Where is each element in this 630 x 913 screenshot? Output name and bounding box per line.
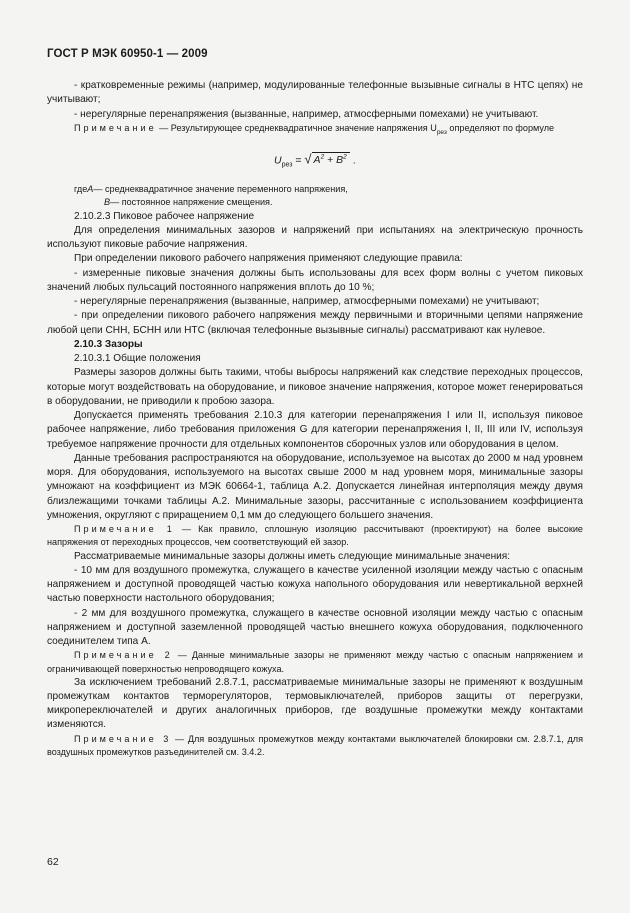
paragraph: Рассматриваемые минимальные зазоры должны иметь следующие минимальные значения: [74,550,511,562]
note-label: Примечание [74,122,157,133]
sqrt-symbol: √ [304,151,312,167]
page-number: 62 [47,856,59,868]
legend-row-a: где A — среднеквадратичное значение переменного напряжения, [74,184,348,195]
formula: $U_{рез}$ = √ $A^2 + B^2$ . [274,151,356,169]
subsection-heading: 2.10.3.1 Общие положения [74,353,201,365]
paragraph: - 2 мм для воздушного промежутка, служащего в качестве основной изоляции между частью с опасным напряжением и доступной заземленной проводящей частью внешнего кожуха оборудования, подключенного соединителем типа А. [47,607,583,648]
note-1: Примечание 1 — Как правило, сплошную изоляцию рассчитывают (проектируют) на более высокие напряжения от переходных процессов, чем соответствующий ей зазор. [47,524,583,548]
page-content [47,79,583,759]
paragraph: - нерегулярные перенапряжения (вызванные, например, атмосферными помехами) не учитывают; [74,296,540,308]
note-0: Примечание — Результирующее среднеквадратичное значение напряжения $U_{рез}$ определяют по формуле [74,122,555,136]
note-label: Примечание 3 [74,733,172,744]
section-heading: 2.10.2.3 Пиковое рабочее напряжение [74,210,255,222]
paragraph: - при определении пикового рабочего напряжения между первичными и вторичными цепями напряжение любой цепи СНН, БСНН или НТС (включая телефонные вызывные сигналы) рассматривают как нулевое. [47,310,583,336]
formula-legend [74,183,583,209]
paragraph: - кратковременные режимы (например, модулированные телефонные вызывные сигналы в НТС цепях) не учитывают; [47,80,583,106]
note-label: Примечание 1 [74,524,175,535]
paragraph: - измеренные пиковые значения должны быть использованы для всех форм волны с учетом пиковых значений любых пульсаций постоянного напряжения вплоть до 10 %; [47,267,583,293]
paragraph: При определении пикового рабочего напряжения применяют следующие правила: [74,253,463,265]
note-label: Примечание 2 [74,650,173,661]
radicand: $A^2 + B^2$ [312,152,350,166]
paragraph: Для определения минимальных зазоров и напряжений при испытаниях на электрическую прочность используют пиковые рабочие напряжения. [47,224,583,251]
paragraph: За исключением требований 2.8.7.1, рассматриваемые минимальные зазоры не применяют к воздушным промежуткам контактов терморегуляторов, термовыключателей, приборов защиты от перегрузки, микропереключателей и других аналогичных приборов, где воздушные промежутки между контактами изменяются. [47,676,583,731]
paragraph: Допускается применять требования 2.10.3 для категории перенапряжения I или II, используя пиковое рабочее напряжение, либо требования приложения G для категории перенапряжения I, II, III или IV, используя требуемое напряжение прочности для отдельных компонентов сборочных узлов или оборудования в целом. [47,410,583,450]
paragraph: - 10 мм для воздушного промежутка, служащего в качестве усиленной изоляции между частью с опасным напряжением и доступной проводящей частью кожуха напольного оборудования или невертикальной верхней частью поверхности настольного оборудования; [47,564,583,605]
section-heading: 2.10.3 Зазоры [74,338,143,350]
paragraph: Размеры зазоров должны быть такими, чтобы выбросы напряжений как следствие переходных процессов, которые могут воздействовать на оборудование, и пиковое значение напряжения, которое может генерироваться в оборудовании, не приводили к пробою зазора. [47,367,583,407]
note-3: Примечание 3 — Для воздушных промежутков между контактами выключателей блокировки см. 2.8.7.1, для воздушных промежутков разъединителей см. 3.4.2. [47,733,583,757]
paragraph: - нерегулярные перенапряжения (вызванные, например, атмосферными помехами) не учитывают. [74,108,539,120]
standard-header: ГОСТ Р МЭК 60950-1 — 2009 [47,48,208,60]
legend-row-b: B — постоянное напряжение смещения. [104,197,273,208]
paragraph: Данные требования распространяются на оборудование, используемое на высотах до 2000 м над уровнем моря. Для оборудования, используемого на высотах свыше 2000 м над уровнем моря, минимальные зазоры умножают на коэффициент из МЭК 60664-1, таблица А.2. Допускается линейная интерполяция между двумя близлежащими точками таблицы А.2. Минимальные зазоры, рассчитанные с использованием коэффициента умножения, округляют с приращением 0,1 мм до следующего большего значения. [47,452,583,521]
note-2: Примечание 2 — Данные минимальные зазоры не применяют между частью с опасным напряжением и ограничивающей поверхностью непроводящего кожуха. [47,650,583,674]
